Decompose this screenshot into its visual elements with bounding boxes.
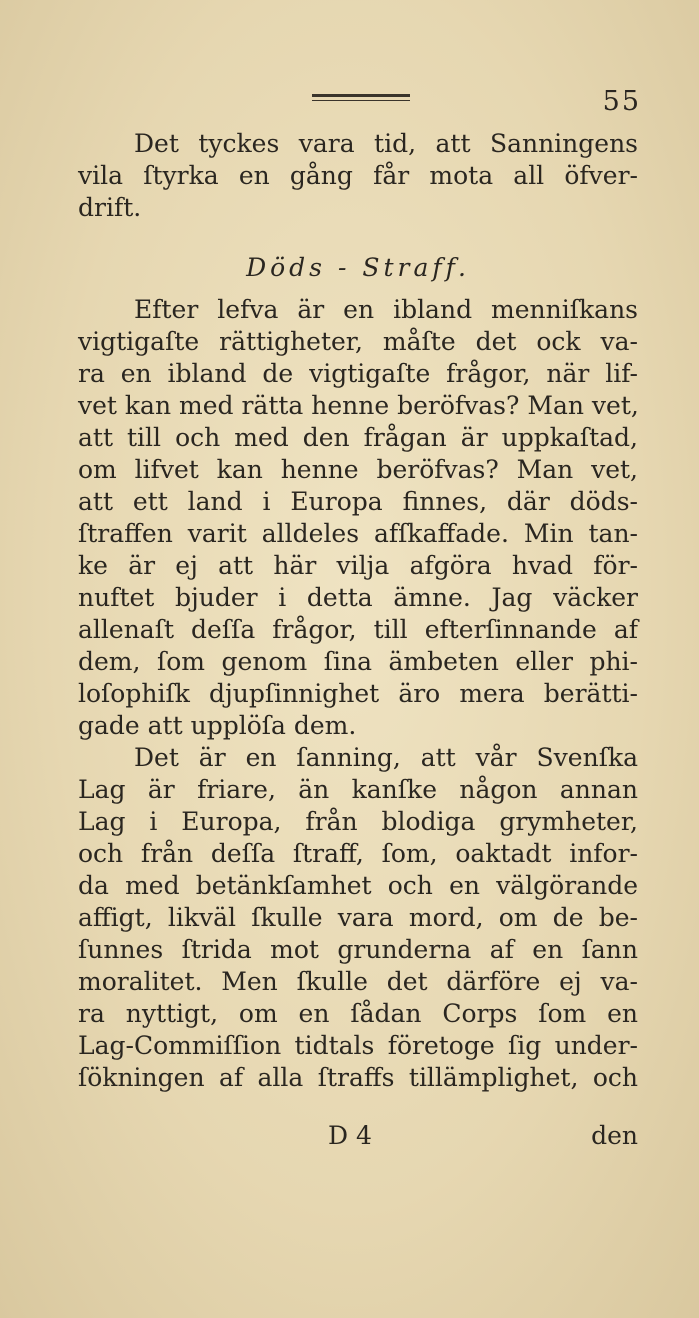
page-number: 55 — [602, 86, 641, 117]
text-line: Efter lefva är en ibland menniſkans — [134, 295, 638, 324]
text-line: moralitet. Men ſkulle det därföre ej va- — [78, 967, 638, 996]
text-line: ſökningen af alla ſtraffs tillämplighet, och — [78, 1063, 638, 1092]
text-line: och från deſſa ſtraff, ſom, oaktadt infor- — [78, 839, 638, 868]
text-line: drift. — [78, 193, 142, 222]
text-line: att till och med den frågan är uppkaſtad, — [78, 423, 638, 452]
text-line: Lag är friare, än kanſke någon annan — [78, 775, 638, 804]
page-footer — [78, 1120, 638, 1152]
text-line: vila ſtyrka en gång får mota all öfver- — [78, 161, 638, 190]
text-line: affigt, likväl ſkulle vara mord, om de be- — [78, 903, 638, 932]
text-line: nuftet bjuder i detta ämne. Jag väcker — [78, 583, 638, 612]
catchword: den — [591, 1121, 638, 1150]
paragraph-3 — [78, 742, 638, 1094]
text-line: loſophiſk djupſinnighet äro mera berätti- — [78, 679, 638, 708]
text-line: vet kan med rätta henne beröfvas? Man vet, — [78, 391, 639, 420]
text-line: Lag-Commiſſion tidtals företoge ſig under- — [78, 1031, 638, 1060]
text-line: ke är ej att här vilja afgöra hvad för- — [78, 551, 638, 580]
text-line: Det tyckes vara tid, att Sanningens — [134, 129, 638, 158]
text-line: vigtigaſte rättigheter, måſte det ock va- — [78, 327, 638, 356]
body-text — [78, 128, 638, 1094]
paragraph-1 — [78, 128, 638, 224]
spacer — [78, 224, 638, 252]
section-heading: Döds - Straff. — [246, 253, 470, 282]
header-rule — [312, 94, 410, 101]
text-line: ra nyttigt, om en ſådan Corps ſom en — [78, 999, 638, 1028]
signature-mark: D 4 — [328, 1121, 372, 1150]
text-line: att ett land i Europa finnes, där döds- — [78, 487, 638, 516]
text-line: Det är en ſanning, att vår Svenſka — [134, 743, 638, 772]
text-line: allenaſt deſſa frågor, till efterſinnande af — [78, 615, 638, 644]
text-line: Lag i Europa, från blodiga grymheter, — [78, 807, 638, 836]
text-line: ra en ibland de vigtigaſte frågor, när lif- — [78, 359, 638, 388]
text-line: da med betänkſamhet och en välgörande — [78, 871, 638, 900]
paragraph-2 — [78, 294, 638, 742]
text-line: gade att upplöſa dem. — [78, 711, 357, 740]
text-line: ſunnes ſtrida mot grunderna af en ſann — [78, 935, 638, 964]
text-line: dem, ſom genom ſina ämbeten eller phi- — [78, 647, 638, 676]
text-line: om lifvet kan henne beröfvas? Man vet, — [78, 455, 638, 484]
text-line: ſtraffen varit alldeles afſkaffade. Min tan- — [78, 519, 638, 548]
